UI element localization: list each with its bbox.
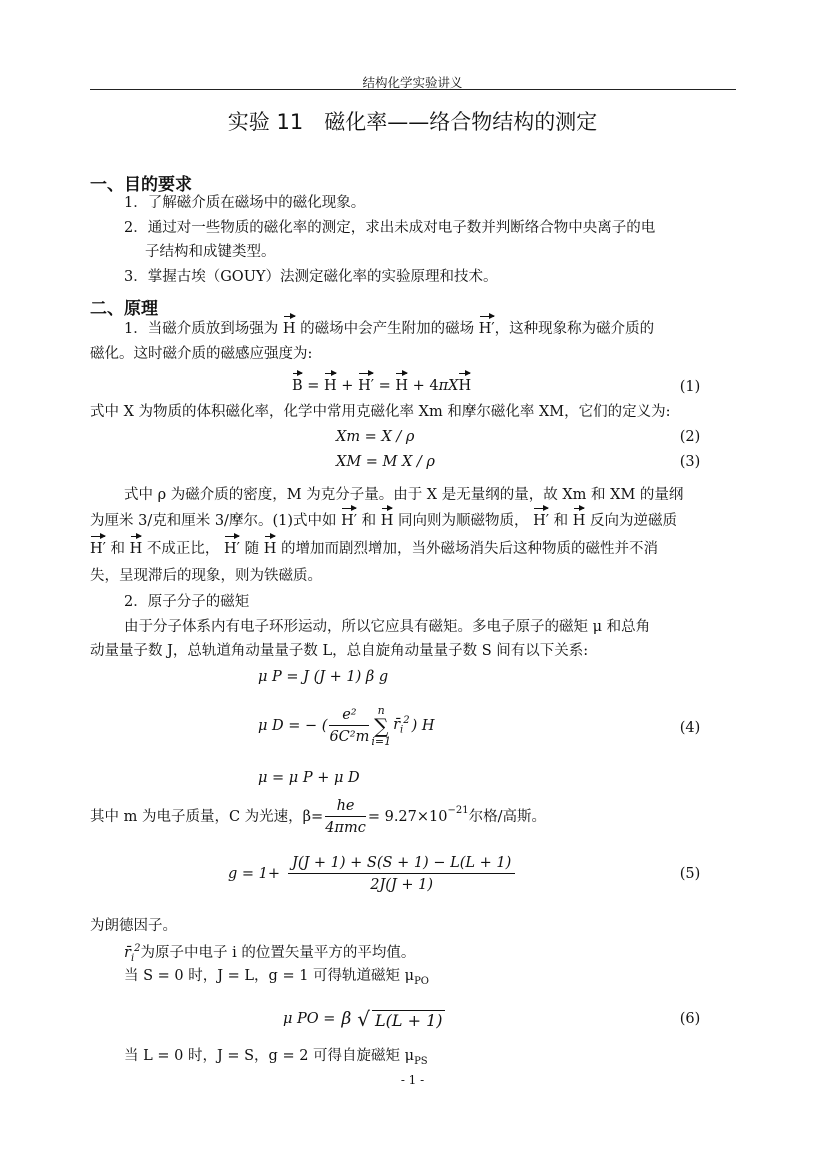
- equation-muPO: μ PO = β √ L(L + 1): [283, 1007, 443, 1031]
- equation-number-2: (2): [679, 429, 701, 445]
- equation-number-3: (3): [679, 454, 701, 470]
- paragraph-lande: 为朗德因子。: [90, 918, 177, 934]
- paragraph-beta: 其中 m 为电子质量，C 为光速，β= $\frac{he}{\text{4πmc}}$ = 9.27×10 $^{-21}$ 尔格/高斯。: [90, 797, 546, 836]
- equation-1: B = H + H′ = H + 4πXH: [292, 378, 472, 394]
- vector-H-prime: H′: [478, 321, 495, 337]
- paragraph-magnetization-cont: 磁化。这时磁介质的磁感应强度为:: [90, 346, 313, 362]
- equation-3: XM = M X / ρ: [336, 454, 435, 470]
- paragraph-susceptibility: 式中 X 为物质的体积磁化率，化学中常用克磁化率 Xm 和摩尔磁化率 XM，它们的定义为:: [90, 404, 671, 420]
- paragraph-spin-moment: 当 L = 0 时，J = S，g = 2 可得自旋磁矩 $\mu_{PS}$: [124, 1048, 428, 1067]
- paragraph-moment-line2: 动量量子数 J，总轨道角动量量子数 L，总自旋角动量量子数 S 间有以下关系:: [90, 643, 589, 659]
- paragraph-density: 式中 ρ 为磁介质的密度，M 为克分子量。由于 X 是无量纲的量，故 Xm 和 XM 的量纲: [124, 487, 684, 503]
- vector-H: H: [282, 321, 296, 337]
- objective-item-2-cont: 子结构和成键类型。: [145, 244, 276, 260]
- running-header: 结构化学实验讲义: [362, 75, 463, 90]
- equation-muP: μ P = J (J + 1) β g: [258, 669, 389, 685]
- objective-item-2: 2．通过对一些物质的磁化率的测定，求出未成对电子数并判断络合物中央离子的电: [124, 220, 656, 236]
- equation-lande-g: g = 1+ $\frac{J(J + 1) + S(S + 1) - L(L + 1)}{2J(J + 1)}$: [228, 848, 515, 900]
- paragraph-r-squared: $r̄_i^2$为原子中电子 i 的位置矢量平方的平均值。: [124, 943, 416, 964]
- objective-item-1: 1．了解磁介质在磁场中的磁化现象。: [124, 195, 366, 211]
- equation-number-4: (4): [679, 720, 701, 736]
- paragraph-density-line4: 失，呈现滞后的现象，则为铁磁质。: [90, 568, 322, 584]
- subheading-magnetic-moment: 2．原子分子的磁矩: [124, 594, 250, 610]
- objective-item-3: 3．掌握古埃（GOUY）法测定磁化率的实验原理和技术。: [124, 269, 498, 285]
- paragraph-density-line3: H′ 和 H 不成正比， H′ 随 H 的增加而剧烈增加，当外磁场消失后这种物质的磁性并不消: [90, 541, 658, 557]
- equation-2: Xm = X / ρ: [336, 429, 415, 445]
- paragraph-moment-line1: 由于分子体系内有电子环形运动，所以它应具有磁矩。多电子原子的磁矩 μ 和总角: [124, 619, 651, 635]
- section-heading-principle: 二、原理: [90, 299, 158, 319]
- page-title: 实验 11 磁化率——络合物结构的测定: [227, 110, 598, 134]
- paragraph-magnetization: 1．当磁介质放到场强为 H 的磁场中会产生附加的磁场 H′，这种现象称为磁介质的: [124, 321, 655, 337]
- header-rule: [90, 89, 736, 90]
- section-heading-objectives: 一、目的要求: [90, 175, 192, 195]
- equation-number-5: (5): [679, 866, 701, 882]
- paragraph-orbital-moment: 当 S = 0 时，J = L，g = 1 可得轨道磁矩 $\mu_{PO}$: [124, 968, 430, 987]
- equation-number-1: (1): [679, 379, 701, 395]
- equation-muD: μ D = − ( $\frac{\text{e²}}{\text{6C²m}}$ n ∑ i=1 $r̄_i^2$ ) H: [258, 704, 435, 748]
- page-number: - 1 -: [400, 1073, 425, 1087]
- equation-mu-sum: μ = μ P + μ D: [258, 770, 360, 786]
- paragraph-density-line2: 为厘米 3/克和厘米 3/摩尔。(1)式中如 H′ 和 H 同向则为顺磁物质， H′ 和 H 反向为逆磁质: [90, 513, 678, 529]
- equation-number-6: (6): [679, 1011, 701, 1027]
